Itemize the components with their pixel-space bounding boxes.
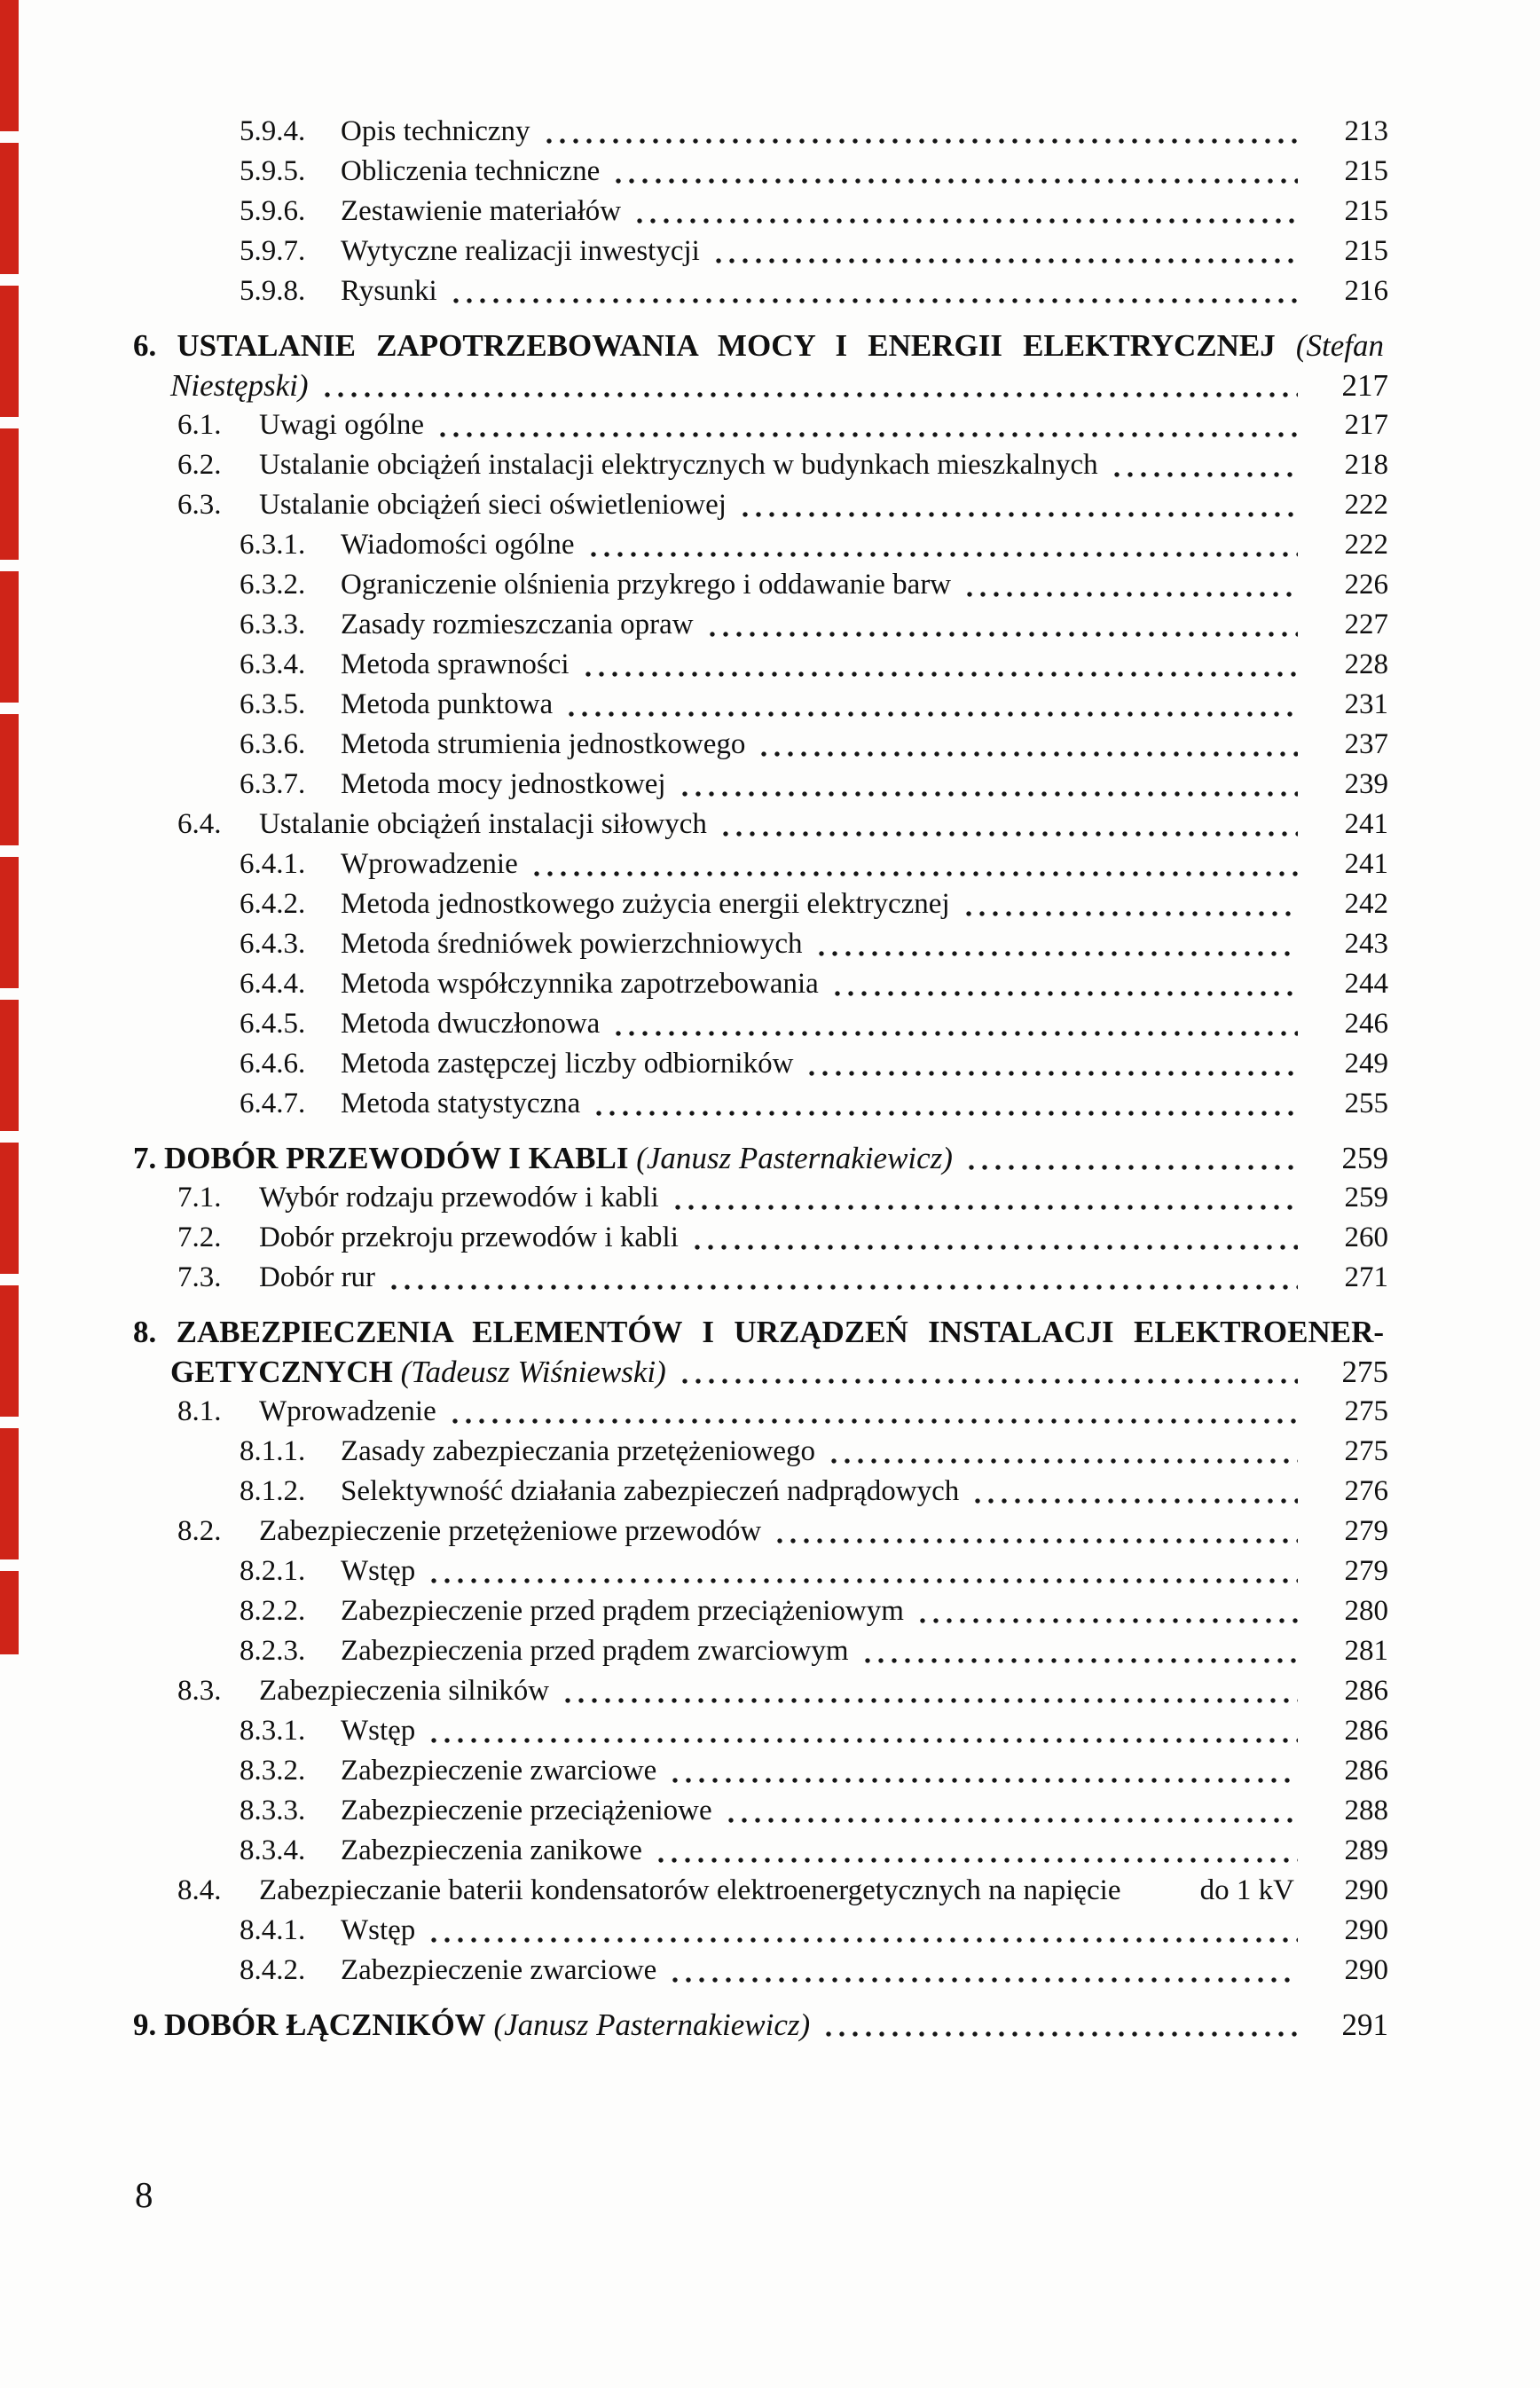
- entry-page: 286: [1344, 1675, 1388, 1707]
- entry-page: 290: [1344, 1874, 1388, 1906]
- entry-label: Wiadomości ogólne: [341, 529, 575, 561]
- entry-label: Metoda dwuczłonowa: [341, 1008, 601, 1040]
- dot-leader: [761, 751, 1298, 757]
- toc-row: [0, 1831, 1540, 1871]
- toc-row: [0, 192, 1540, 232]
- chapter-title: USTALANIE ZAPOTRZEBOWANIA MOCY I ENERGII ELEKTRYCZNEJ: [177, 328, 1276, 363]
- entry-number: 6.4.6.: [240, 1048, 306, 1080]
- chapter-title-continued: GETYCZNYCH: [170, 1355, 393, 1389]
- entry-page: 215: [1344, 235, 1388, 267]
- entry-label: Wprowadzenie: [341, 848, 518, 880]
- toc-row: [0, 884, 1540, 924]
- entry-number: 6.3.7.: [240, 768, 306, 800]
- entry-number: 8.1.: [177, 1395, 222, 1427]
- entry-number: 6.4.: [177, 808, 222, 840]
- entry-label: Zabezpieczenie przeciążeniowe: [341, 1795, 712, 1826]
- dot-leader: [534, 871, 1298, 876]
- dot-leader: [819, 951, 1298, 956]
- dot-leader: [452, 1418, 1298, 1424]
- toc-list: [0, 112, 1540, 2045]
- toc-row: [0, 271, 1540, 311]
- dot-leader: [391, 1284, 1298, 1290]
- entry-page: 276: [1344, 1475, 1388, 1507]
- entry-number: 8.1.2.: [240, 1475, 306, 1507]
- entry-label: Wybór rodzaju przewodów i kabli: [259, 1182, 659, 1214]
- entry-number: 8.3.4.: [240, 1834, 306, 1866]
- entry-number: 6.2.: [177, 449, 222, 481]
- dot-leader: [716, 258, 1298, 263]
- entry-label: Zestawienie materiałów: [341, 195, 622, 227]
- entry-label: Ustalanie obciążeń instalacji siłowych: [259, 808, 707, 840]
- entry-number: 8.3.: [177, 1675, 222, 1707]
- entry-page: 255: [1344, 1088, 1388, 1119]
- entry-page: 215: [1344, 195, 1388, 227]
- dot-leader: [658, 1858, 1298, 1863]
- entry-number: 8.4.: [177, 1874, 222, 1906]
- entry-label: Wytyczne realizacji inwestycji: [341, 235, 700, 267]
- entry-label: Metoda sprawności: [341, 648, 570, 680]
- toc-row: [0, 1432, 1540, 1472]
- entry-number: 8.4.2.: [240, 1954, 306, 1986]
- page-suffix: do 1 kV: [1199, 1874, 1294, 1906]
- dot-leader: [431, 1738, 1298, 1743]
- entry-page: 288: [1344, 1795, 1388, 1826]
- dot-leader: [826, 2031, 1298, 2037]
- entry-page: 281: [1344, 1635, 1388, 1667]
- dot-leader: [453, 298, 1298, 303]
- entry-page: 275: [1344, 1395, 1388, 1427]
- entry-number: 8.4.1.: [240, 1914, 306, 1946]
- entry-page: 275: [1344, 1435, 1388, 1467]
- toc-row: [0, 964, 1540, 1004]
- chapter-number-title: 9. DOBÓR ŁĄCZNIKÓW: [133, 2007, 486, 2042]
- toc-row: [0, 1631, 1540, 1671]
- entry-number: 5.9.4.: [240, 115, 306, 147]
- chapter-heading-line2: [0, 365, 1540, 405]
- entry-page: 222: [1344, 529, 1388, 561]
- entry-number: 6.4.7.: [240, 1088, 306, 1119]
- dot-leader: [565, 1698, 1298, 1703]
- toc-row: [0, 1178, 1540, 1218]
- toc-row: [0, 112, 1540, 152]
- entry-label: Wprowadzenie: [259, 1395, 436, 1427]
- toc-row: [0, 605, 1540, 645]
- entry-label: Zasady zabezpieczania przetężeniowego: [341, 1435, 815, 1467]
- toc-row: [0, 1258, 1540, 1298]
- chapter-number: 6.: [133, 328, 157, 363]
- entry-page: 290: [1344, 1914, 1388, 1946]
- dot-leader: [675, 1205, 1298, 1210]
- entry-number: 6.3.: [177, 489, 222, 521]
- entry-number: 6.4.3.: [240, 928, 306, 960]
- entry-page: 249: [1344, 1048, 1388, 1080]
- dot-leader: [1114, 472, 1298, 477]
- dot-leader: [777, 1538, 1298, 1544]
- entry-number: 6.4.4.: [240, 968, 306, 1000]
- entry-page: 259: [1344, 1182, 1388, 1214]
- entry-page: 286: [1344, 1715, 1388, 1747]
- toc-row: [0, 924, 1540, 964]
- entry-page: 289: [1344, 1834, 1388, 1866]
- dot-leader: [616, 178, 1298, 184]
- entry-page: 259: [1341, 1141, 1388, 1175]
- chapter-heading-line1: [0, 1312, 1540, 1352]
- toc-row: [0, 1791, 1540, 1831]
- entry-number: 6.1.: [177, 409, 222, 441]
- toc-row: [0, 485, 1540, 525]
- entry-label: Wstęp: [341, 1555, 416, 1587]
- entry-page: 215: [1344, 155, 1388, 187]
- entry-label: Metoda punktowa: [341, 688, 554, 720]
- entry-label: Zabezpieczenie zwarciowe: [341, 1755, 657, 1787]
- entry-label: Zabezpieczanie baterii kondensatorów elektroenergetycznych na napięcie: [259, 1874, 1121, 1906]
- entry-label: Ustalanie obciążeń sieci oświetleniowej: [259, 489, 727, 521]
- entry-page: 222: [1344, 489, 1388, 521]
- dot-leader: [546, 138, 1298, 144]
- entry-label: Dobór przekroju przewodów i kabli: [259, 1221, 679, 1253]
- entry-page: 241: [1344, 848, 1388, 880]
- entry-page: 237: [1344, 728, 1388, 760]
- toc-row: [0, 525, 1540, 565]
- dot-leader: [695, 1245, 1298, 1250]
- chapter-heading: [0, 1138, 1540, 1178]
- entry-page: 239: [1344, 768, 1388, 800]
- toc-row: [0, 445, 1540, 485]
- dot-leader: [325, 392, 1298, 397]
- entry-page: 271: [1344, 1261, 1388, 1293]
- entry-number: 7.1.: [177, 1182, 222, 1214]
- entry-label: Rysunki: [341, 275, 437, 307]
- entry-page: 286: [1344, 1755, 1388, 1787]
- dot-leader: [682, 791, 1298, 797]
- entry-label: Dobór rur: [259, 1261, 376, 1293]
- chapter-heading-line2: [0, 1352, 1540, 1392]
- chapter-heading: [0, 2005, 1540, 2045]
- entry-label: Metoda strumienia jednostkowego: [341, 728, 746, 760]
- entry-number: 8.1.1.: [240, 1435, 306, 1467]
- entry-number: 6.3.6.: [240, 728, 306, 760]
- toc-row: [0, 232, 1540, 271]
- entry-number: 6.3.2.: [240, 569, 306, 601]
- entry-page: 213: [1344, 115, 1388, 147]
- dot-leader: [831, 1458, 1298, 1464]
- dot-leader: [585, 672, 1298, 677]
- dot-leader: [672, 1778, 1298, 1783]
- toc-row: [0, 1951, 1540, 1991]
- dot-leader: [865, 1658, 1298, 1663]
- dot-leader: [710, 632, 1298, 637]
- page-number: 8: [135, 2174, 153, 2215]
- dot-leader: [723, 831, 1298, 837]
- toc-row: [0, 405, 1540, 445]
- toc-row: [0, 1911, 1540, 1951]
- chapter-number: 8.: [133, 1315, 157, 1349]
- entry-page: 243: [1344, 928, 1388, 960]
- chapter-heading-line1: [0, 326, 1540, 365]
- entry-page: 279: [1344, 1515, 1388, 1547]
- entry-number: 6.3.5.: [240, 688, 306, 720]
- entry-page: 217: [1341, 368, 1388, 403]
- dot-leader: [966, 911, 1298, 916]
- toc-row: [0, 1004, 1540, 1044]
- entry-number: 6.4.2.: [240, 888, 306, 920]
- entry-label: Obliczenia techniczne: [341, 155, 601, 187]
- entry-number: 8.2.3.: [240, 1635, 306, 1667]
- toc-row: [0, 1472, 1540, 1512]
- entry-number: 7.2.: [177, 1221, 222, 1253]
- entry-number: 5.9.5.: [240, 155, 306, 187]
- entry-number: 8.3.2.: [240, 1755, 306, 1787]
- dot-leader: [809, 1071, 1298, 1076]
- entry-number: 8.2.: [177, 1515, 222, 1547]
- toc-row: [0, 1392, 1540, 1432]
- toc-row: [0, 1711, 1540, 1751]
- toc-row: [0, 1671, 1540, 1711]
- dot-leader: [835, 991, 1298, 996]
- entry-label: Zabezpieczenia przed prądem zwarciowym: [341, 1635, 849, 1667]
- toc-row: [0, 1751, 1540, 1791]
- entry-number: 5.9.8.: [240, 275, 306, 307]
- entry-page: 218: [1344, 449, 1388, 481]
- entry-label: Zabezpieczenie przetężeniowe przewodów: [259, 1515, 762, 1547]
- entry-label: Wstęp: [341, 1914, 416, 1946]
- entry-label: Zabezpieczenia silników: [259, 1675, 550, 1707]
- entry-number: 6.4.5.: [240, 1008, 306, 1040]
- entry-label: Opis techniczny: [341, 115, 530, 147]
- chapter-title: ZABEZPIECZENIA ELEMENTÓW I URZĄDZEŃ INSTALACJI ELEKTROENER-: [176, 1315, 1384, 1349]
- toc-row: [0, 725, 1540, 765]
- entry-page: 228: [1344, 648, 1388, 680]
- dot-leader: [637, 218, 1298, 224]
- entry-label: Metoda średniówek powierzchniowych: [341, 928, 803, 960]
- entry-page: 290: [1344, 1954, 1388, 1986]
- toc-row: [0, 844, 1540, 884]
- entry-label: Uwagi ogólne: [259, 409, 425, 441]
- toc-row: [0, 1871, 1540, 1911]
- dot-leader: [591, 552, 1298, 557]
- entry-number: 8.2.2.: [240, 1595, 306, 1627]
- dot-leader: [920, 1618, 1298, 1623]
- entry-number: 8.3.3.: [240, 1795, 306, 1826]
- chapter-author: Niestępski): [170, 368, 309, 403]
- entry-page: 231: [1344, 688, 1388, 720]
- entry-number: 5.9.7.: [240, 235, 306, 267]
- toc-row: [0, 1044, 1540, 1084]
- entry-page: 246: [1344, 1008, 1388, 1040]
- chapter-author: (Tadeusz Wiśniewski): [400, 1355, 666, 1389]
- entry-label: Selektywność działania zabezpieczeń nadprądowych: [341, 1475, 960, 1507]
- entry-label: Zasady rozmieszczania opraw: [341, 609, 694, 640]
- dot-leader: [975, 1498, 1298, 1504]
- toc-row: [0, 1512, 1540, 1551]
- entry-label: Wstęp: [341, 1715, 416, 1747]
- dot-leader: [596, 1111, 1298, 1116]
- entry-page: 217: [1344, 409, 1388, 441]
- toc-row: [0, 152, 1540, 192]
- dot-leader: [969, 1165, 1298, 1170]
- entry-label: Zabezpieczenie przed prądem przeciążeniowym: [341, 1595, 904, 1627]
- entry-number: 6.3.3.: [240, 609, 306, 640]
- entry-label: Metoda zastępczej liczby odbiorników: [341, 1048, 794, 1080]
- dot-leader: [616, 1031, 1298, 1036]
- toc-row: [0, 685, 1540, 725]
- dot-leader: [672, 1977, 1298, 1983]
- dot-leader: [967, 592, 1298, 597]
- dot-leader: [569, 711, 1298, 717]
- entry-page: 226: [1344, 569, 1388, 601]
- toc-row: [0, 565, 1540, 605]
- entry-page: 260: [1344, 1221, 1388, 1253]
- entry-page: 244: [1344, 968, 1388, 1000]
- entry-label: Zabezpieczenie zwarciowe: [341, 1954, 657, 1986]
- entry-label: Ograniczenie olśnienia przykrego i oddawanie barw: [341, 569, 952, 601]
- entry-label: Metoda mocy jednostkowej: [341, 768, 666, 800]
- entry-number: 6.3.1.: [240, 529, 306, 561]
- dot-leader: [728, 1818, 1298, 1823]
- entry-label: Ustalanie obciążeń instalacji elektrycznych w budynkach mieszkalnych: [259, 449, 1098, 481]
- dot-leader: [431, 1578, 1298, 1583]
- entry-number: 7.3.: [177, 1261, 222, 1293]
- entry-label: Metoda statystyczna: [341, 1088, 581, 1119]
- entry-page: 227: [1344, 609, 1388, 640]
- toc-row: [0, 1084, 1540, 1124]
- dot-leader: [742, 512, 1298, 517]
- entry-page: 242: [1344, 888, 1388, 920]
- dot-leader: [431, 1937, 1298, 1943]
- toc-row: [0, 1218, 1540, 1258]
- toc-row: [0, 765, 1540, 805]
- toc-row: [0, 645, 1540, 685]
- entry-page: 291: [1341, 2007, 1388, 2042]
- entry-page: 275: [1341, 1355, 1388, 1389]
- entry-label: Metoda jednostkowego zużycia energii elektrycznej: [341, 888, 950, 920]
- entry-page: 280: [1344, 1595, 1388, 1627]
- chapter-author: (Janusz Pasternakiewicz): [636, 1141, 953, 1175]
- chapter-number-title: 7. DOBÓR PRZEWODÓW I KABLI: [133, 1141, 629, 1175]
- entry-page: 216: [1344, 275, 1388, 307]
- entry-number: 5.9.6.: [240, 195, 306, 227]
- entry-number: 8.3.1.: [240, 1715, 306, 1747]
- entry-number: 6.4.1.: [240, 848, 306, 880]
- toc-row: [0, 805, 1540, 844]
- dot-leader: [682, 1379, 1298, 1384]
- entry-label: Zabezpieczenia zanikowe: [341, 1834, 642, 1866]
- chapter-author: (Stefan: [1295, 328, 1385, 363]
- entry-page: 279: [1344, 1555, 1388, 1587]
- entry-page: 241: [1344, 808, 1388, 840]
- toc-row: [0, 1591, 1540, 1631]
- dot-leader: [440, 432, 1298, 437]
- entry-label: Metoda współczynnika zapotrzebowania: [341, 968, 819, 1000]
- entry-number: 8.2.1.: [240, 1555, 306, 1587]
- chapter-author: (Janusz Pasternakiewicz): [493, 2007, 811, 2042]
- entry-number: 6.3.4.: [240, 648, 306, 680]
- toc-row: [0, 1551, 1540, 1591]
